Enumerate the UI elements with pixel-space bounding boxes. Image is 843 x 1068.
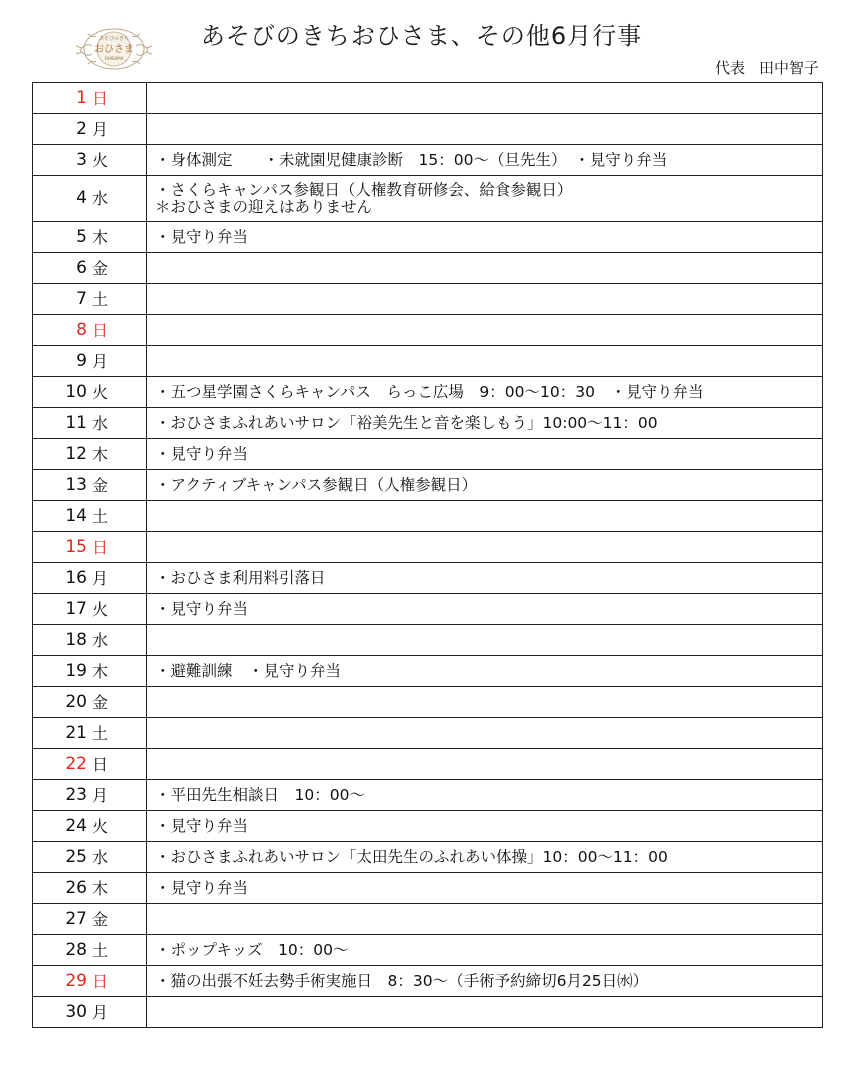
day-number: 23 [33,780,91,811]
event-line: ・アクティブキャンパス参観日（人権参観日） [155,475,478,494]
weekday: 土 [90,935,147,966]
event-cell [147,966,823,997]
day-number: 8 [33,315,91,346]
schedule-row [33,873,823,904]
schedule-row [33,935,823,966]
event-line: ・五つ星学園さくらキャンパス らっこ広場 9：00～10：30 ・見守り弁当 [155,382,704,401]
weekday: 日 [90,83,147,114]
weekday: 月 [90,563,147,594]
day-number: 3 [33,145,91,176]
schedule-row [33,284,823,315]
weekday: 火 [90,377,147,408]
schedule-row [33,966,823,997]
weekday: 水 [90,176,147,222]
event-cell [147,377,823,408]
event-cell [147,532,823,563]
weekday: 火 [90,594,147,625]
day-number: 13 [33,470,91,501]
event-cell [147,176,823,222]
schedule-row [33,501,823,532]
weekday: 木 [90,222,147,253]
day-number: 21 [33,718,91,749]
schedule-row [33,253,823,284]
schedule-table [32,82,823,1028]
weekday: 金 [90,687,147,718]
event-cell [147,935,823,966]
event-cell [147,284,823,315]
weekday: 月 [90,780,147,811]
representative [715,57,819,78]
day-number: 15 [33,532,91,563]
event-cell [147,83,823,114]
event-cell [147,842,823,873]
weekday: 月 [90,346,147,377]
weekday: 土 [90,718,147,749]
day-number: 16 [33,563,91,594]
event-cell [147,780,823,811]
event-line: ・見守り弁当 [155,878,249,897]
day-number: 24 [33,811,91,842]
weekday: 水 [90,842,147,873]
representative-name: 田中智子 [758,59,819,77]
weekday: 木 [90,873,147,904]
event-line: ・ポップキッズ 10：00～ [155,940,349,959]
schedule-row [33,83,823,114]
event-cell [147,222,823,253]
day-number: 5 [33,222,91,253]
weekday: 日 [90,966,147,997]
weekday: 木 [90,439,147,470]
weekday: 土 [90,501,147,532]
event-cell [147,718,823,749]
logo-name: おひさま [94,44,134,55]
day-number: 14 [33,501,91,532]
day-number: 6 [33,253,91,284]
weekday: 月 [90,997,147,1028]
event-line: ・おひさまふれあいサロン「裕美先生と音を楽しもう」10:00～11：00 [155,413,658,432]
day-number: 12 [33,439,91,470]
day-number: 27 [33,904,91,935]
event-cell [147,253,823,284]
schedule-row [33,222,823,253]
event-cell [147,563,823,594]
event-line: ・見守り弁当 [155,227,249,246]
logo-small-top: あそびのきち [98,36,130,42]
schedule-row [33,145,823,176]
weekday: 木 [90,656,147,687]
event-cell [147,470,823,501]
event-cell [147,749,823,780]
event-line: ・さくらキャンパス参観日（人権教育研修会、給食参観日） [155,180,573,199]
schedule-row [33,315,823,346]
day-number: 28 [33,935,91,966]
schedule-row [33,656,823,687]
event-line: ＊おひさまの迎えはありません [155,197,373,216]
day-number: 30 [33,997,91,1028]
event-line: ・見守り弁当 [155,444,249,463]
weekday: 水 [90,625,147,656]
weekday: 土 [90,284,147,315]
day-number: 4 [33,176,91,222]
event-cell [147,811,823,842]
event-cell [147,408,823,439]
day-number: 26 [33,873,91,904]
day-number: 19 [33,656,91,687]
schedule-row [33,997,823,1028]
day-number: 20 [33,687,91,718]
event-cell [147,594,823,625]
schedule-row [33,780,823,811]
day-number: 18 [33,625,91,656]
day-number: 7 [33,284,91,315]
schedule-row [33,842,823,873]
event-cell [147,145,823,176]
event-cell [147,439,823,470]
event-line: ・平田先生相談日 10：00～ [155,785,365,804]
day-number: 22 [33,749,91,780]
event-line: ・身体測定 ・未就園児健康診断 15：00～（旦先生） ・見守り弁当 [155,150,668,169]
schedule-row [33,346,823,377]
schedule-row [33,904,823,935]
event-cell [147,625,823,656]
schedule-row [33,811,823,842]
schedule-row [33,377,823,408]
weekday: 金 [90,253,147,284]
schedule-row [33,749,823,780]
day-number: 25 [33,842,91,873]
day-number: 11 [33,408,91,439]
weekday: 日 [90,532,147,563]
schedule-row [33,563,823,594]
representative-label: 代表 [714,59,745,77]
weekday: 火 [90,145,147,176]
event-line: ・おひさまふれあいサロン「太田先生のふれあい体操」10：00～11：00 [155,847,668,866]
day-number: 1 [33,83,91,114]
event-cell [147,315,823,346]
event-line: ・見守り弁当 [155,599,249,618]
event-cell [147,501,823,532]
weekday: 金 [90,904,147,935]
event-line: ・おひさま利用料引落日 [155,568,326,587]
schedule-row [33,532,823,563]
event-cell [147,687,823,718]
schedule-row [33,594,823,625]
weekday: 日 [90,315,147,346]
day-number: 29 [33,966,91,997]
day-number: 2 [33,114,91,145]
schedule-row [33,718,823,749]
event-cell [147,873,823,904]
schedule-row [33,439,823,470]
event-line: ・猫の出張不妊去勢手術実施日 8：30～（手術予約締切6月25日㈬） [155,971,649,990]
event-cell [147,997,823,1028]
day-number: 9 [33,346,91,377]
logo-small-bottom: OHISAMA [104,56,124,61]
schedule-row [33,408,823,439]
schedule-row [33,687,823,718]
event-cell [147,114,823,145]
schedule-row [33,114,823,145]
event-cell [147,346,823,377]
event-line: ・避難訓練 ・見守り弁当 [155,661,342,680]
weekday: 水 [90,408,147,439]
day-number: 10 [33,377,91,408]
schedule-row [33,470,823,501]
event-line: ・見守り弁当 [155,816,249,835]
weekday: 日 [90,749,147,780]
page-title: あそびのきちおひさま、その他6月行事 [200,22,643,50]
schedule-row [33,625,823,656]
weekday: 金 [90,470,147,501]
weekday: 月 [90,114,147,145]
schedule-row [33,176,823,222]
weekday: 火 [90,811,147,842]
event-cell [147,904,823,935]
event-cell [147,656,823,687]
day-number: 17 [33,594,91,625]
